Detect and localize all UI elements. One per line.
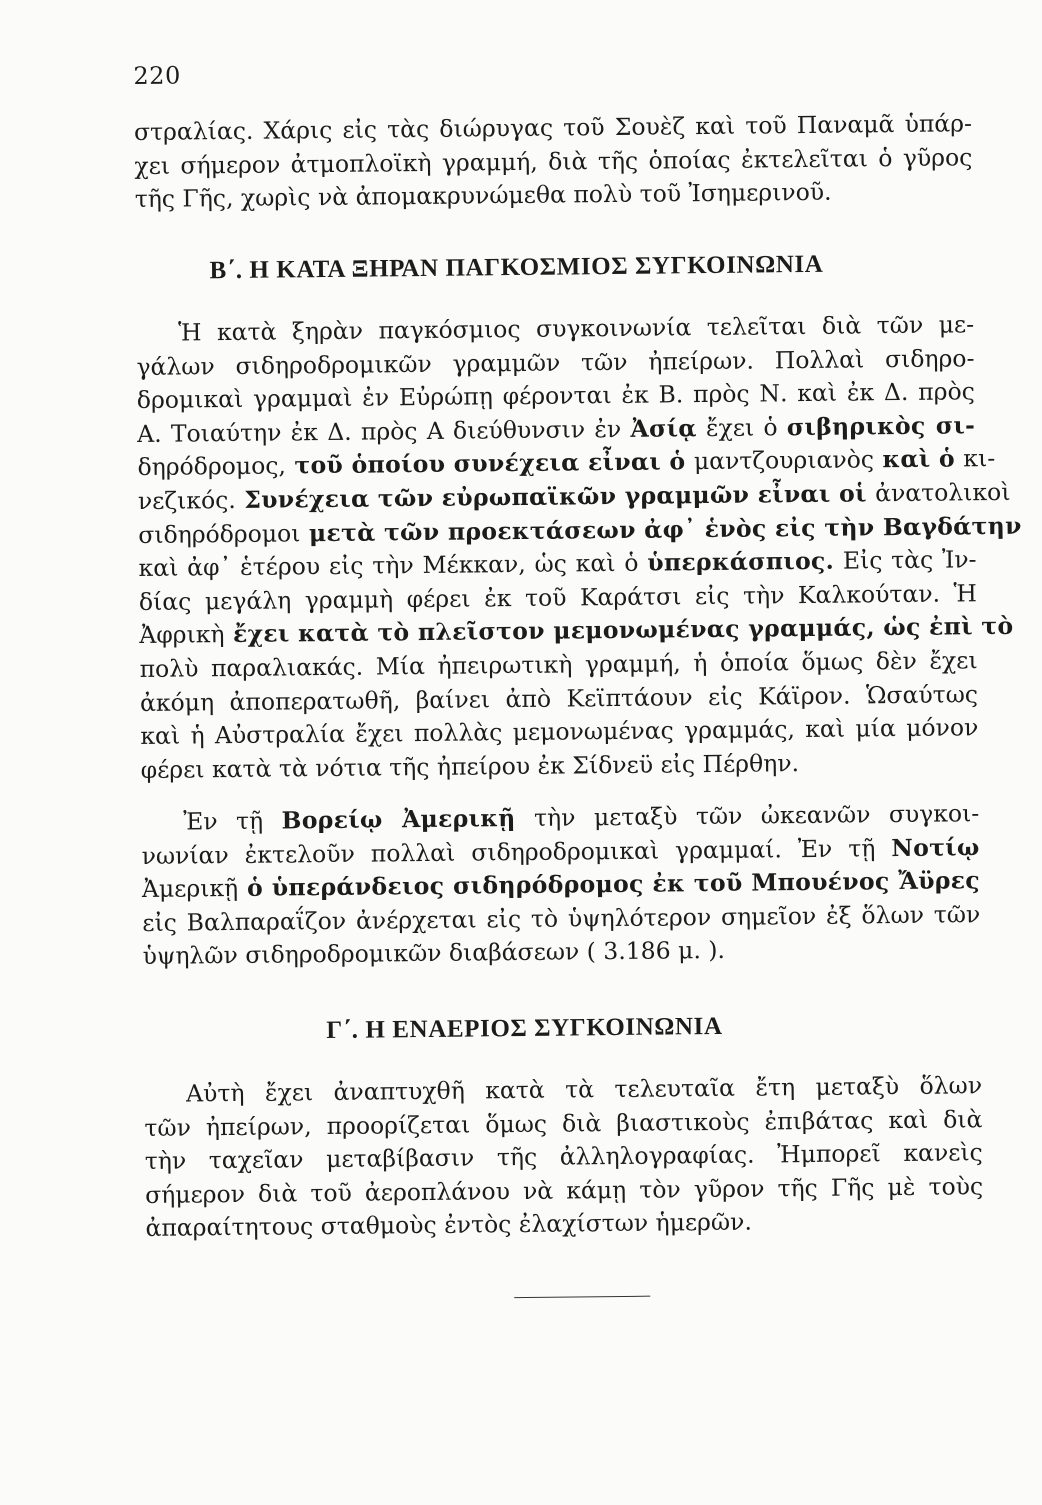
text-run: Ἀφρικὴ xyxy=(139,620,225,650)
text-run: Ἀμερικῇ xyxy=(141,874,239,904)
paragraph-land-communication xyxy=(136,308,1022,787)
text-run: καὶ ἡ Αὐστραλία ἔχει πολλὰς μεμονωμένας γραμμάς, καὶ μία μόνον xyxy=(140,713,979,751)
text-run: μαντζουριανὸς xyxy=(693,445,875,476)
text-run: τῶν ἠπείρων, προορίζεται ὅμως διὰ βιαστικοὺς ἐπιβάτας καὶ διὰ xyxy=(144,1104,983,1142)
emphasized-term: ἔχει κατὰ τὸ πλεῖστον μεμονωμένας γραμμάς, ὡς ἐπὶ τὸ xyxy=(224,612,1014,649)
emphasized-term: Ἀσίᾳ xyxy=(630,413,697,443)
emphasized-term: ὑπερκάσπιος. xyxy=(647,546,835,577)
text-run: δρομικαὶ γραμμαὶ ἐν Εὐρώπῃ φέρονται ἐκ Β. πρὸς Ν. καὶ ἐκ Δ. πρὸς xyxy=(136,377,975,415)
text-run: Α. Τοιαύτην ἐκ Δ. πρὸς Α διεύθυνσιν ἐν xyxy=(137,414,631,448)
text-run: νεζικός. xyxy=(137,485,236,515)
text-run: ἀκόμη ἀποπερατωθῆ, βαίνει ἀπὸ Κεϊπτάουν εἰς Κάϊρον. Ὡσαύτως xyxy=(139,679,979,717)
text-run: ἀπαραίτητους σταθμοὺς ἐντὸς ἐλαχίστων ἡμερῶν. xyxy=(145,1207,752,1243)
text-run: σιδηρόδρομοι xyxy=(138,518,301,549)
text-run: πολὺ παραλιακάς. Μία ἠπειρωτικὴ γραμμή, ἡ ὁποία ὅμως δὲν ἔχει xyxy=(139,646,978,683)
paragraph-americas-railways xyxy=(141,797,981,974)
text-run: σήμερον διὰ τοῦ ἀεροπλάνου νὰ κάμῃ τὸν γῦρον τῆς Γῆς μὲ τοὺς xyxy=(145,1171,984,1209)
text-line: χει σήμερον ἀτμοπλοϊκὴ γραμμή, διὰ τῆς ὁποίας ἐκτελεῖται ὁ γῦρος xyxy=(134,142,973,180)
section-heading-b: Β΄. Η ΚΑΤΑ ΞΗΡΑΝ ΠΑΓΚΟΣΜΙΟΣ ΣΥΓΚΟΙΝΩΝΙΑ xyxy=(209,250,824,285)
emphasized-term: Συνέχεια τῶν εὐρωπαϊκῶν γραμμῶν εἶναι οἱ xyxy=(235,479,876,514)
section-heading-c: Γ΄. Η ΕΝΑΕΡΙΟΣ ΣΥΓΚΟΙΝΩΝΙΑ xyxy=(326,1012,723,1045)
text-run: Ἐν τῇ xyxy=(183,806,282,836)
text-run: γάλων σιδηροδρομικῶν γραμμῶν τῶν ἠπείρων. Πολλαὶ σιδηρο- xyxy=(136,343,975,381)
text-run: δηρόδρομος, xyxy=(137,451,287,482)
emphasized-term: τοῦ ὁποίου συνέχεια εἶναι ὁ xyxy=(285,447,695,480)
text-run: ἔχει ὁ xyxy=(696,412,787,442)
end-rule xyxy=(514,1296,650,1298)
text-run: τὴν ταχεῖαν μεταβίβασιν τῆς ἀλληλογραφίας. Ἠμπορεῖ κανεὶς xyxy=(144,1138,983,1176)
paragraph-air-communication xyxy=(144,1069,984,1246)
text-run: δίας μεγάλη γραμμὴ φέρει ἐκ τοῦ Καράτσι εἰς τὴν Καλκούταν. Ἡ xyxy=(138,578,978,616)
emphasized-term: Βορείῳ Ἀμερικῇ xyxy=(281,804,516,835)
text-run: Αὐτὴ ἔχει ἀναπτυχθῆ κατὰ τὰ τελευταῖα ἔτη μεταξὺ ὅλων xyxy=(185,1071,983,1108)
page-number: 220 xyxy=(133,61,181,91)
text-run: εἰς Βαλπαραΐζον ἀνέρχεται εἰς τὸ ὑψηλότερον σημεῖον ἐξ ὅλων τῶν xyxy=(142,899,981,937)
text-run: ὑψηλῶν σιδηροδρομικῶν διαβάσεων ( 3.186 μ. ). xyxy=(142,936,726,971)
intro-paragraph xyxy=(134,107,973,217)
text-line: στραλίας. Χάρις εἰς τὰς διώρυγας τοῦ Σουὲζ καὶ τοῦ Παναμᾶ ὑπάρ- xyxy=(133,109,973,147)
text-run: Εἰς τὰς Ἰν- xyxy=(833,545,977,575)
text-run: κι- xyxy=(963,444,996,473)
emphasized-term: Νοτίῳ xyxy=(891,832,980,862)
text-run: ἀνατολικοὶ xyxy=(874,477,1011,508)
text-run: τὴν μεταξὺ τῶν ὠκεανῶν συγκοι- xyxy=(515,799,980,833)
text-run: νωνίαν ἐκτελοῦν πολλαὶ σιδηροδρομικαὶ γραμμαί. Ἐν τῇ xyxy=(141,833,892,870)
emphasized-term: μετὰ τῶν προεκτάσεων ἀφ᾿ ἑνὸς εἰς τὴν Βαγδάτην xyxy=(300,511,1022,547)
emphasized-term: ὁ ὑπεράνδειος σιδηρόδρομος ἐκ τοῦ Μπουένος Ἄϋρες xyxy=(238,866,981,903)
emphasized-term: καὶ ὁ xyxy=(873,444,964,474)
emphasized-term: σιβηρικὸς σι- xyxy=(786,411,976,441)
text-line: τῆς Γῆς, χωρὶς νὰ ἀπομακρυνώμεθα πολὺ τοῦ Ἰσημερινοῦ. xyxy=(134,177,832,214)
text-run: καὶ ἀφ᾿ ἑτέρου εἰς τὴν Μέκκαν, ὡς καὶ ὁ xyxy=(138,548,648,583)
text-run: φέρει κατὰ τὰ νότια τῆς ἠπείρου ἐκ Σίδνεϋ εἰς Πέρθην. xyxy=(140,748,800,784)
text-run: Ἡ κατὰ ξηρὰν παγκόσμιος συγκοινωνία τελεῖται διὰ τῶν με- xyxy=(177,310,975,347)
